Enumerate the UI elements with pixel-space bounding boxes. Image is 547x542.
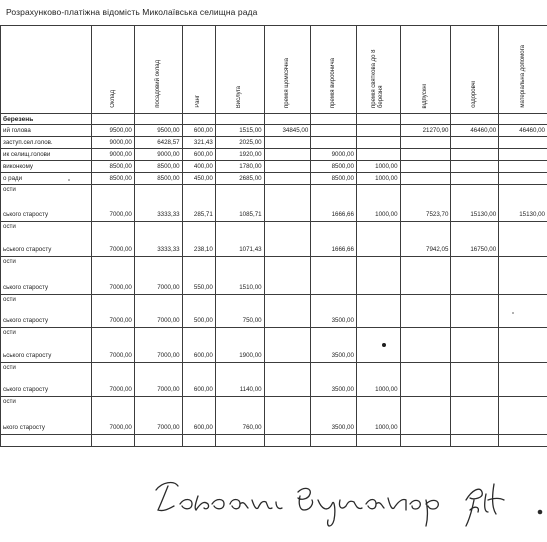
- month-row: [1, 114, 547, 125]
- header-cell: премія святкова до 8 березня: [356, 26, 400, 114]
- amount-cell: [400, 363, 451, 397]
- amount-cell: [356, 257, 400, 295]
- table-row: [1, 435, 547, 447]
- amount-cell: [356, 328, 400, 363]
- amount-cell: [499, 363, 547, 397]
- amount-cell: 1666,66: [311, 185, 357, 222]
- row-label-line: ського старосту: [3, 284, 49, 291]
- amount-cell: 500,00: [182, 295, 215, 328]
- amount-cell: [400, 295, 451, 328]
- header-cell: Вислуга: [215, 26, 264, 114]
- amount-cell: [356, 435, 400, 447]
- amount-cell: 7000,00: [134, 328, 182, 363]
- amount-cell: [499, 435, 547, 447]
- table-row: [1, 257, 547, 295]
- amount-cell: [451, 257, 499, 295]
- amount-cell: [451, 435, 499, 447]
- row-label-line: ости: [3, 258, 16, 265]
- amount-cell: [264, 435, 311, 447]
- amount-cell: 285,71: [182, 185, 215, 222]
- amount-cell: 9000,00: [92, 137, 135, 149]
- row-label: [1, 257, 92, 295]
- scan-speck: [512, 312, 514, 314]
- amount-cell: 15130,00: [499, 185, 547, 222]
- amount-cell: 7000,00: [92, 257, 135, 295]
- document-title: Розрахунково-платіжна відомість Миколаївська селищна рада: [6, 7, 258, 17]
- payroll-table-wrapper: [0, 25, 547, 453]
- ink-dot: [382, 343, 386, 347]
- amount-cell: 3500,00: [311, 397, 357, 435]
- row-label: [1, 149, 92, 161]
- amount-cell: [356, 295, 400, 328]
- amount-cell: 8500,00: [311, 173, 357, 185]
- amount-cell: [451, 173, 499, 185]
- amount-cell: [499, 257, 547, 295]
- amount-cell: [400, 328, 451, 363]
- row-label: [1, 363, 92, 397]
- amount-cell: 550,00: [182, 257, 215, 295]
- amount-cell: [356, 222, 400, 257]
- amount-cell: 321,43: [182, 137, 215, 149]
- amount-cell: [499, 149, 547, 161]
- amount-cell: [182, 435, 215, 447]
- amount-cell: [400, 149, 451, 161]
- amount-cell: [356, 149, 400, 161]
- amount-cell: 16750,00: [451, 222, 499, 257]
- amount-cell: 1000,00: [356, 397, 400, 435]
- amount-cell: 7000,00: [134, 295, 182, 328]
- amount-cell: 9500,00: [134, 125, 182, 137]
- row-label: [1, 173, 92, 185]
- row-label-line: ьського старосту: [3, 246, 52, 253]
- amount-cell: 600,00: [182, 125, 215, 137]
- header-cell: оздоровчі: [451, 26, 499, 114]
- amount-cell: [264, 328, 311, 363]
- header-row: [1, 26, 547, 114]
- table-row: [1, 328, 547, 363]
- amount-cell: 1780,00: [215, 161, 264, 173]
- amount-cell: 7000,00: [92, 295, 135, 328]
- row-label-line: ського старосту: [3, 211, 49, 218]
- header-cell-name: [1, 26, 92, 114]
- amount-cell: 238,10: [182, 222, 215, 257]
- amount-cell: [264, 149, 311, 161]
- row-label-line: ости: [3, 296, 16, 303]
- amount-cell: [499, 137, 547, 149]
- amount-cell: 46460,00: [499, 125, 547, 137]
- amount-cell: 15130,00: [451, 185, 499, 222]
- row-label-line: заступ.сел.голов.: [3, 139, 53, 146]
- amount-cell: 3333,33: [134, 185, 182, 222]
- amount-cell: [499, 161, 547, 173]
- amount-cell: [311, 435, 357, 447]
- signature-image: [148, 470, 547, 540]
- amount-cell: [400, 137, 451, 149]
- header-cell: відпускні: [400, 26, 451, 114]
- row-label-line: ости: [3, 223, 16, 230]
- row-label-line: о ради: [3, 175, 23, 182]
- amount-cell: [451, 295, 499, 328]
- amount-cell: 1666,66: [311, 222, 357, 257]
- amount-cell: 7000,00: [92, 363, 135, 397]
- header-cell: премія виробнича: [311, 26, 357, 114]
- amount-cell: 7942,05: [400, 222, 451, 257]
- amount-cell: 3500,00: [311, 328, 357, 363]
- amount-cell: [311, 125, 357, 137]
- header-cell: Ранг: [182, 26, 215, 114]
- month-label: березень: [1, 114, 92, 125]
- amount-cell: [400, 173, 451, 185]
- amount-cell: [400, 435, 451, 447]
- header-cell: Оклад: [92, 26, 135, 114]
- row-label: [1, 137, 92, 149]
- amount-cell: 9000,00: [311, 149, 357, 161]
- amount-cell: [264, 363, 311, 397]
- row-label-line: ьського старосту: [3, 352, 52, 359]
- amount-cell: 1900,00: [215, 328, 264, 363]
- amount-cell: [264, 397, 311, 435]
- amount-cell: 3500,00: [311, 295, 357, 328]
- table-row: [1, 185, 547, 222]
- amount-cell: 7523,70: [400, 185, 451, 222]
- amount-cell: 8500,00: [311, 161, 357, 173]
- amount-cell: [264, 257, 311, 295]
- amount-cell: 1000,00: [356, 161, 400, 173]
- table-row: [1, 397, 547, 435]
- row-label-line: ького старосту: [3, 424, 45, 431]
- amount-cell: [400, 257, 451, 295]
- row-label-line: ик селищ.голови: [3, 151, 51, 158]
- amount-cell: 46460,00: [451, 125, 499, 137]
- amount-cell: [499, 397, 547, 435]
- amount-cell: [451, 161, 499, 173]
- amount-cell: 7000,00: [92, 328, 135, 363]
- amount-cell: 600,00: [182, 363, 215, 397]
- amount-cell: 7000,00: [134, 257, 182, 295]
- amount-cell: 600,00: [182, 397, 215, 435]
- row-label: [1, 295, 92, 328]
- amount-cell: 1510,00: [215, 257, 264, 295]
- amount-cell: [400, 397, 451, 435]
- amount-cell: [264, 295, 311, 328]
- amount-cell: 8500,00: [92, 161, 135, 173]
- row-label: [1, 185, 92, 222]
- row-label: [1, 161, 92, 173]
- table-row: [1, 125, 547, 137]
- amount-cell: [499, 173, 547, 185]
- amount-cell: 8500,00: [134, 161, 182, 173]
- amount-cell: 7000,00: [134, 363, 182, 397]
- row-label: [1, 328, 92, 363]
- table-body: [1, 114, 547, 447]
- row-label-line: ости: [3, 364, 16, 371]
- amount-cell: 450,00: [182, 173, 215, 185]
- amount-cell: [451, 397, 499, 435]
- amount-cell: [264, 185, 311, 222]
- amount-cell: 8500,00: [92, 173, 135, 185]
- amount-cell: [264, 161, 311, 173]
- amount-cell: [215, 435, 264, 447]
- amount-cell: 3500,00: [311, 363, 357, 397]
- amount-cell: [400, 161, 451, 173]
- table-row: [1, 295, 547, 328]
- amount-cell: 1000,00: [356, 363, 400, 397]
- amount-cell: [499, 222, 547, 257]
- amount-cell: [311, 137, 357, 149]
- amount-cell: 1000,00: [356, 185, 400, 222]
- row-label: [1, 125, 92, 137]
- amount-cell: 21270,90: [400, 125, 451, 137]
- amount-cell: 9500,00: [92, 125, 135, 137]
- amount-cell: [311, 257, 357, 295]
- amount-cell: 9000,00: [92, 149, 135, 161]
- amount-cell: [264, 173, 311, 185]
- amount-cell: [92, 435, 135, 447]
- amount-cell: 1920,00: [215, 149, 264, 161]
- amount-cell: 9000,00: [134, 149, 182, 161]
- amount-cell: 760,00: [215, 397, 264, 435]
- amount-cell: 1085,71: [215, 185, 264, 222]
- amount-cell: 400,00: [182, 161, 215, 173]
- row-label-line: ий голова: [3, 127, 31, 134]
- amount-cell: 1140,00: [215, 363, 264, 397]
- amount-cell: 7000,00: [92, 185, 135, 222]
- row-label-line: ости: [3, 186, 16, 193]
- amount-cell: [451, 137, 499, 149]
- amount-cell: 2025,00: [215, 137, 264, 149]
- amount-cell: [499, 295, 547, 328]
- table-row: [1, 161, 547, 173]
- amount-cell: [264, 222, 311, 257]
- amount-cell: [451, 328, 499, 363]
- amount-cell: 7000,00: [92, 222, 135, 257]
- amount-cell: 2685,00: [215, 173, 264, 185]
- table-row: [1, 149, 547, 161]
- table-row: [1, 173, 547, 185]
- row-label: [1, 397, 92, 435]
- header-cell: матеріальна допомога: [499, 26, 547, 114]
- payroll-table: [0, 25, 547, 447]
- scan-speck: [68, 179, 70, 181]
- amount-cell: [264, 137, 311, 149]
- amount-cell: 7000,00: [92, 397, 135, 435]
- amount-cell: [356, 137, 400, 149]
- row-label-line: ости: [3, 329, 16, 336]
- amount-cell: [451, 363, 499, 397]
- table-row: [1, 363, 547, 397]
- amount-cell: 8500,00: [134, 173, 182, 185]
- row-label-line: ости: [3, 398, 16, 405]
- amount-cell: 600,00: [182, 328, 215, 363]
- row-label-line: ського старосту: [3, 386, 49, 393]
- amount-cell: [134, 435, 182, 447]
- amount-cell: 600,00: [182, 149, 215, 161]
- amount-cell: 1071,43: [215, 222, 264, 257]
- row-label-line: ського старосту: [3, 317, 49, 324]
- amount-cell: [499, 328, 547, 363]
- header-cell: посадовий оклад: [134, 26, 182, 114]
- amount-cell: 6428,57: [134, 137, 182, 149]
- amount-cell: 3333,33: [134, 222, 182, 257]
- row-label: [1, 435, 92, 447]
- amount-cell: 34845,00: [264, 125, 311, 137]
- amount-cell: [356, 125, 400, 137]
- table-row: [1, 137, 547, 149]
- table-row: [1, 222, 547, 257]
- row-label: [1, 222, 92, 257]
- amount-cell: 7000,00: [134, 397, 182, 435]
- amount-cell: 1000,00: [356, 173, 400, 185]
- amount-cell: 750,00: [215, 295, 264, 328]
- amount-cell: 1515,00: [215, 125, 264, 137]
- amount-cell: [451, 149, 499, 161]
- row-label-line: виконкому: [3, 163, 34, 170]
- header-cell: премія щомісячна: [264, 26, 311, 114]
